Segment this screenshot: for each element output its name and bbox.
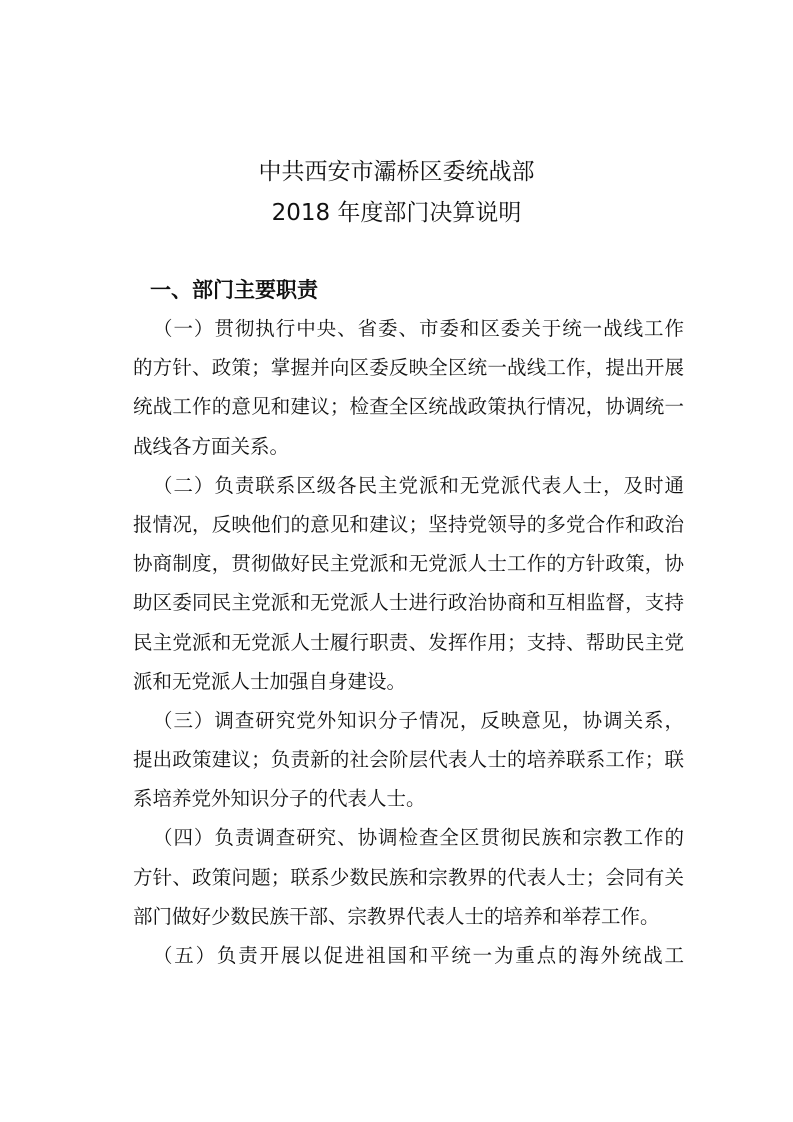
paragraph-line: 的方针、政策；掌握并向区委反映全区统一战线工作，提出开展 <box>133 356 684 380</box>
section-heading: 一、部门主要职责 <box>150 278 318 302</box>
paragraph-line: 提出政策建议；负责新的社会阶层代表人士的培养联系工作；联 <box>133 748 684 772</box>
paragraph <box>133 823 684 941</box>
document-title: 中共西安市灞桥区委统战部 <box>258 159 535 185</box>
paragraph-line: 战线各方面关系。 <box>133 434 290 458</box>
paragraph-line: （四）负责调查研究、协调检查全区贯彻民族和宗教工作的 <box>153 826 684 850</box>
paragraph-line: 系培养党外知识分子的代表人士。 <box>133 787 426 811</box>
paragraph-line: 报情况，反映他们的意见和建议；坚持党领导的多党合作和政治 <box>133 512 684 536</box>
document-subtitle: 2018 年度部门决算说明 <box>271 200 522 226</box>
paragraph-line: 派和无党派人士加强自身建设。 <box>133 669 407 693</box>
paragraph-line: 助区委同民主党派和无党派人士进行政治协商和互相监督，支持 <box>133 591 684 615</box>
paragraph-line: 统战工作的意见和建议；检查全区统战政策执行情况，协调统一 <box>133 395 684 419</box>
paragraph-line: 方针、政策问题；联系少数民族和宗教界的代表人士；会同有关 <box>133 865 684 889</box>
paragraph-line: （三）调查研究党外知识分子情况，反映意见，协调关系， <box>153 708 684 732</box>
paragraph-line: （一）贯彻执行中央、省委、市委和区委关于统一战线工作 <box>153 317 684 340</box>
paragraph-line: 部门做好少数民族干部、宗教界代表人士的培养和举荐工作。 <box>133 904 660 928</box>
paragraph-line: （二）负责联系区级各民主党派和无党派代表人士，及时通 <box>153 473 684 497</box>
document-body <box>133 314 684 980</box>
paragraph <box>133 471 684 706</box>
paragraph <box>133 706 684 824</box>
paragraph <box>133 941 684 980</box>
paragraph-line: （五）负责开展以促进祖国和平统一为重点的海外统战工 <box>153 944 684 967</box>
paragraph <box>133 314 684 471</box>
paragraph-line: 民主党派和无党派人士履行职责、发挥作用；支持、帮助民主党 <box>133 630 684 654</box>
paragraph-line: 协商制度，贯彻做好民主党派和无党派人士工作的方针政策，协 <box>133 552 684 576</box>
